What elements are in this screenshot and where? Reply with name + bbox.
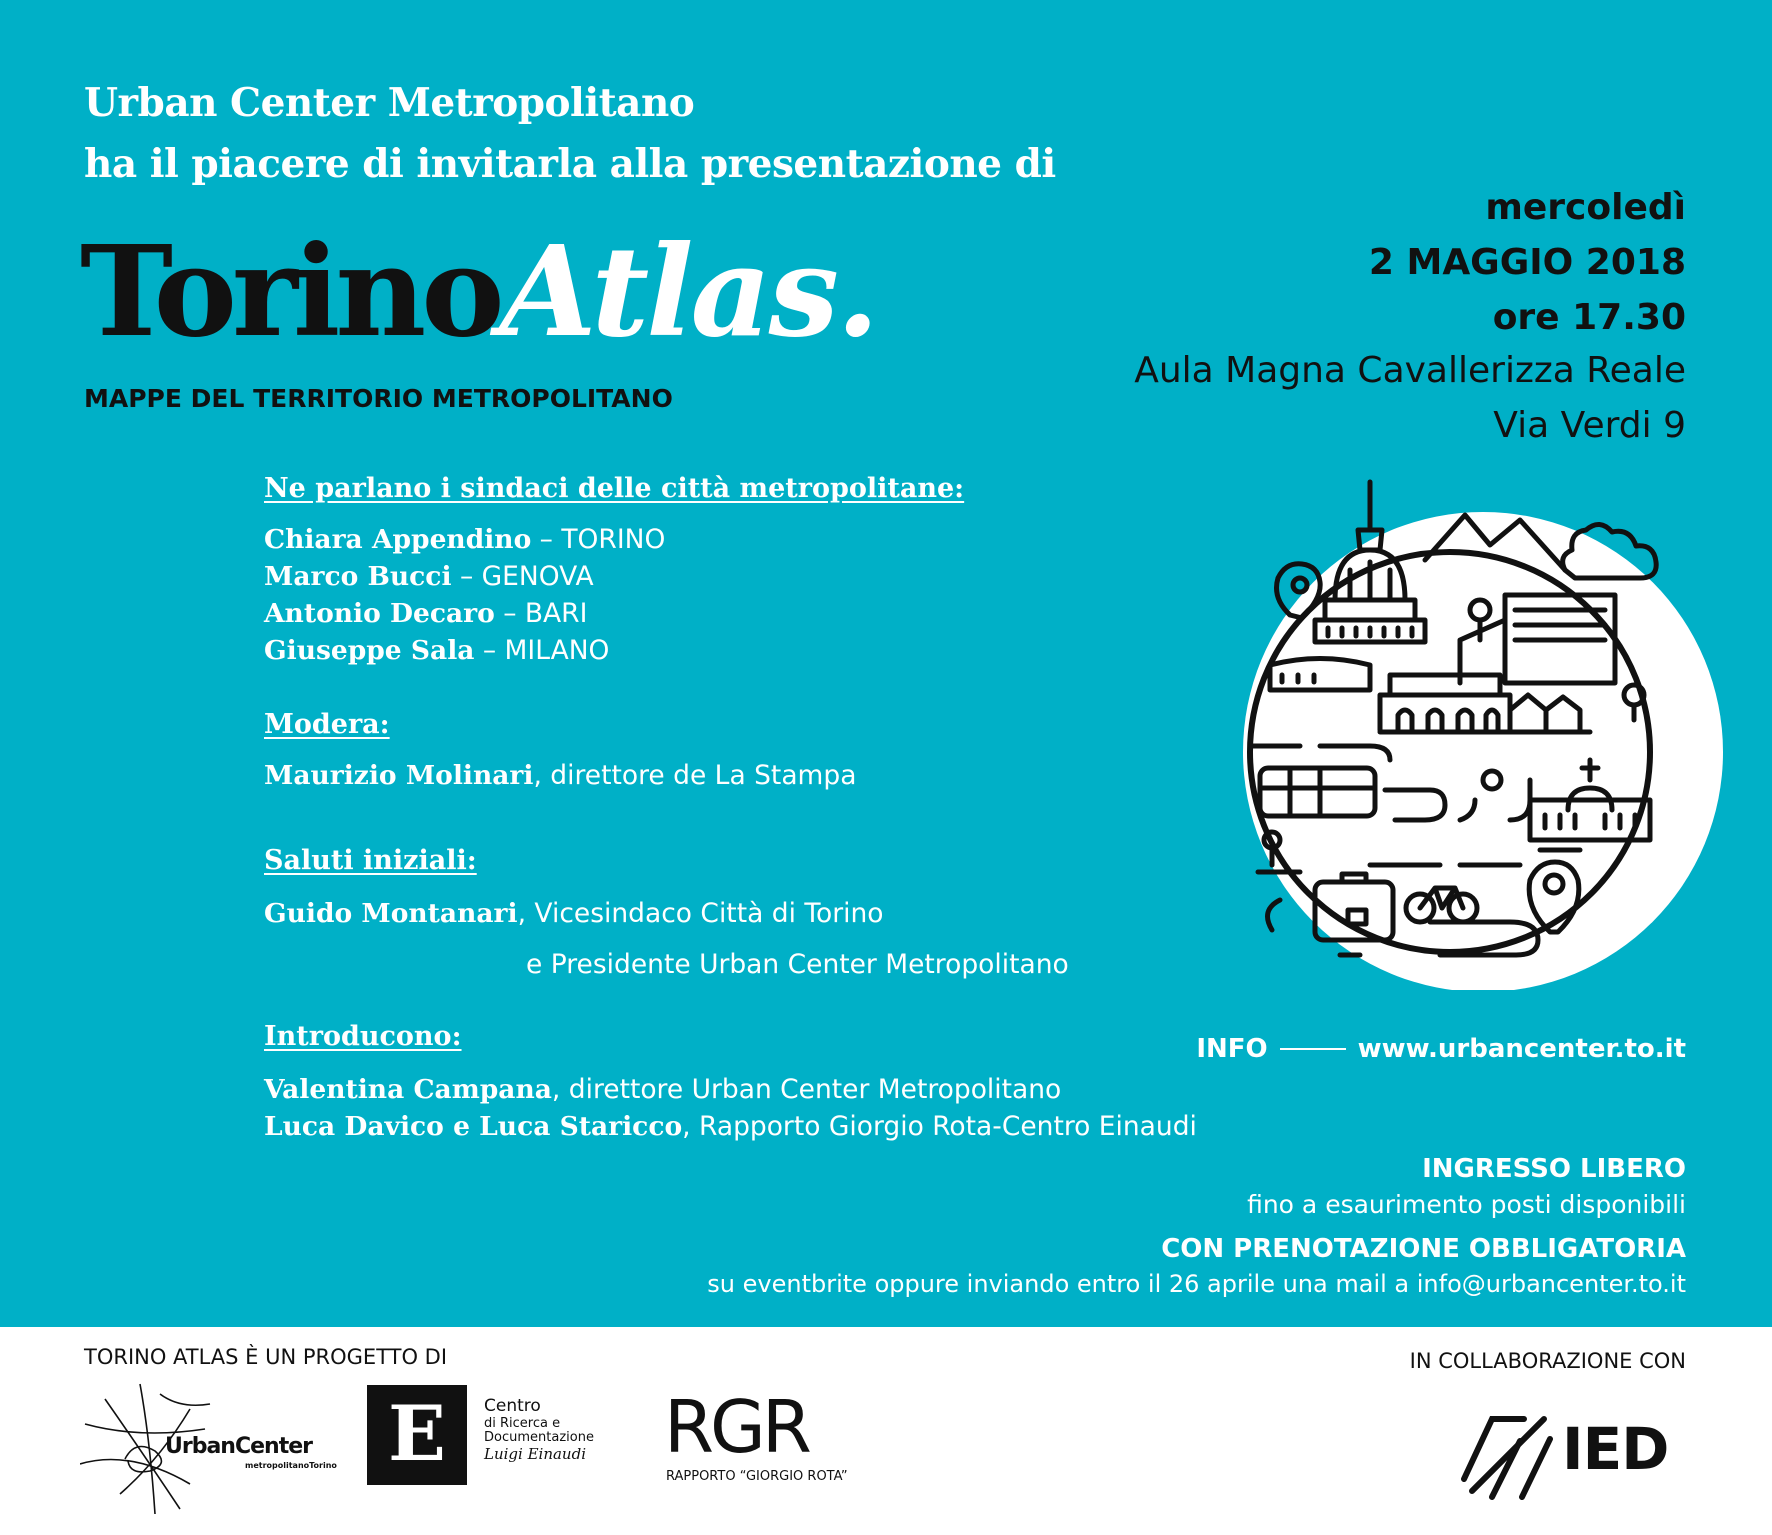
list-item: Guido Montanari, Vicesindaco Città di Torino bbox=[264, 898, 884, 929]
entry-booking-detail: su eventbrite oppure inviando entro il 26 aprile una mail a info@urbancenter.to.it bbox=[707, 1270, 1686, 1298]
title-subtitle: MAPPE DEL TERRITORIO METROPOLITANO bbox=[84, 384, 673, 413]
entry-limit: fino a esaurimento posti disponibili bbox=[1247, 1190, 1686, 1219]
intro-list bbox=[264, 1071, 1197, 1145]
event-venue: Aula Magna Cavallerizza Reale bbox=[1134, 350, 1686, 391]
einaudi-text: Centro di Ricerca e Documentazione Luigi Einaudi bbox=[484, 1396, 594, 1464]
footer bbox=[0, 1327, 1772, 1535]
urbancenter-name: UrbanCenter bbox=[165, 1434, 312, 1459]
list-item: Maurizio Molinari, direttore de La Stampa bbox=[264, 760, 857, 791]
event-date: 2 MAGGIO 2018 bbox=[1368, 242, 1686, 283]
mayors-heading: Ne parlano i sindaci delle città metropolitane: bbox=[264, 473, 965, 504]
title bbox=[80, 219, 877, 365]
event-day: mercoledì bbox=[1485, 187, 1686, 228]
list-item: Chiara Appendino – TORINO bbox=[264, 524, 666, 555]
entry-booking: CON PRENOTAZIONE OBBLIGATORIA bbox=[1161, 1234, 1686, 1264]
city-illustration bbox=[1220, 470, 1740, 990]
info-url[interactable]: www.urbancenter.to.it bbox=[1357, 1034, 1686, 1064]
ied-text: IED bbox=[1562, 1415, 1669, 1483]
list-item: Luca Davico e Luca Staricco, Rapporto Giorgio Rota-Centro Einaudi bbox=[264, 1111, 1197, 1142]
list-item: Marco Bucci – GENOVA bbox=[264, 561, 594, 592]
einaudi-mark: E bbox=[367, 1385, 467, 1485]
info-divider bbox=[1280, 1048, 1346, 1050]
intro-heading: Introducono: bbox=[264, 1021, 462, 1052]
event-time: ore 17.30 bbox=[1492, 297, 1686, 338]
ied-emblem-icon bbox=[1452, 1399, 1562, 1509]
header-line-2: ha il piacere di invitarla alla presentazione di bbox=[84, 141, 1056, 187]
urbancenter-sub: metropolitanoTorino bbox=[245, 1461, 337, 1470]
collab-label: IN COLLABORAZIONE CON bbox=[1409, 1349, 1686, 1373]
event-address: Via Verdi 9 bbox=[1493, 405, 1686, 446]
info-line bbox=[1196, 1034, 1686, 1064]
header-line-1: Urban Center Metropolitano bbox=[84, 80, 695, 126]
list-item: Giuseppe Sala – MILANO bbox=[264, 635, 610, 666]
moderator-heading: Modera: bbox=[264, 709, 390, 740]
mayors-list bbox=[264, 521, 665, 669]
urbancenter-logo bbox=[80, 1379, 340, 1519]
project-label: TORINO ATLAS È UN PROGETTO DI bbox=[84, 1345, 448, 1369]
title-atlas: Atlas. bbox=[499, 219, 877, 365]
list-item: Antonio Decaro – BARI bbox=[264, 598, 588, 629]
info-label: INFO bbox=[1196, 1034, 1268, 1064]
greetings-continuation: e Presidente Urban Center Metropolitano bbox=[526, 949, 1069, 980]
greetings-heading: Saluti iniziali: bbox=[264, 845, 477, 876]
title-torino: Torino bbox=[80, 219, 500, 365]
rgr-caption: RAPPORTO “GIORGIO ROTA” bbox=[666, 1469, 848, 1484]
list-item: Valentina Campana, direttore Urban Center Metropolitano bbox=[264, 1074, 1062, 1105]
rgr-mark: RGR bbox=[664, 1385, 808, 1469]
entry-free: INGRESSO LIBERO bbox=[1422, 1154, 1686, 1184]
